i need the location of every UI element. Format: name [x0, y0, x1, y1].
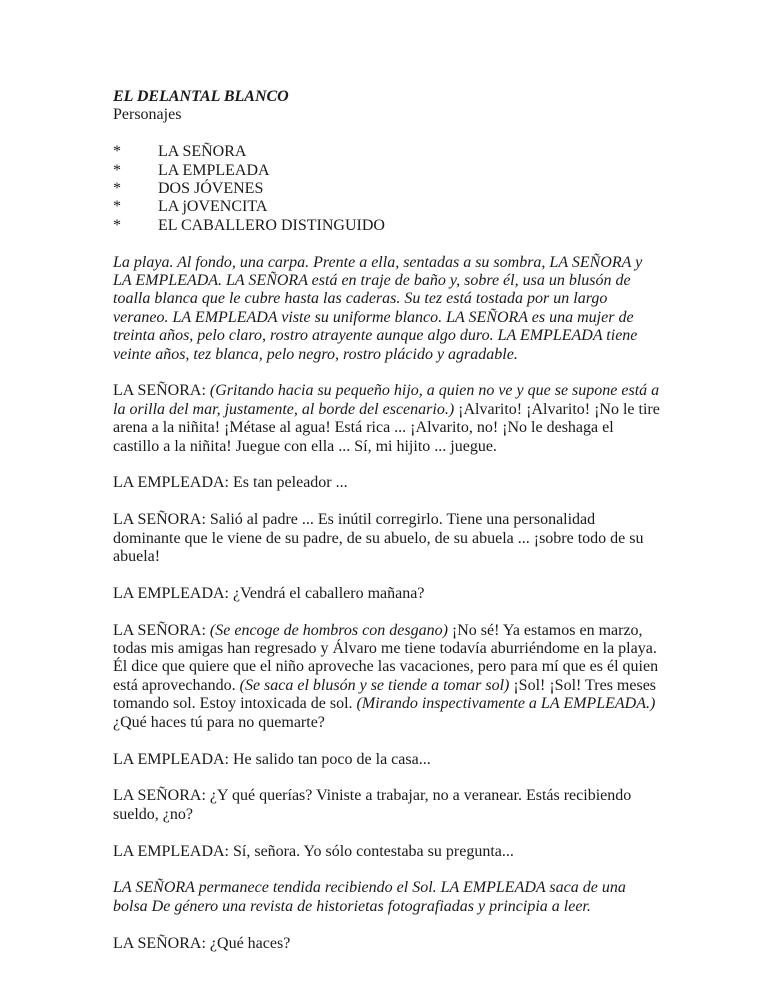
- speech: He salido tan poco de la casa...: [233, 750, 431, 768]
- stage-note: (Gritando hacia su pequeño hijo, a quien no ve y que se supone está a la orilla del mar, justamente, al borde del escenario.): [113, 382, 660, 418]
- cast-name: DOS JÓVENES: [158, 180, 264, 198]
- cast-item: [113, 143, 661, 161]
- cast-name: LA EMPLEADA: [158, 161, 270, 179]
- stage-direction: LA SEÑORA permanece tendida recibiendo el Sol. LA EMPLEADA saca de una bolsa De género una revista de historietas fotografiadas y principia a leer.: [113, 879, 626, 915]
- cast-name: LA SEÑORA: [158, 143, 247, 161]
- dialogue-line: [113, 843, 661, 861]
- speaker: LA SEÑORA:: [113, 787, 206, 805]
- speaker: LA SEÑORA:: [113, 934, 206, 952]
- speech: Sí, señora. Yo sólo contestaba su pregunta...: [233, 842, 514, 860]
- dialogue-line: [113, 787, 661, 824]
- cast-item: [113, 162, 661, 180]
- speech: Es tan peleador ...: [233, 474, 348, 492]
- dialogue-line: [113, 935, 661, 953]
- speech: ¡Sol! ¡Sol! Tres meses tomando sol. Estoy intoxicada de sol.: [113, 676, 657, 713]
- speech: ¿Vendrá el caballero mañana?: [233, 584, 425, 602]
- cast-name: EL CABALLERO DISTINGUIDO: [158, 216, 385, 234]
- play-title: EL DELANTAL BLANCO: [113, 88, 289, 105]
- speaker: LA EMPLEADA:: [113, 842, 229, 860]
- stage-note: (Mirando inspectivamente a LA EMPLEADA.): [356, 695, 656, 713]
- stage-note: (Se saca el blusón y se tiende a tomar sol): [239, 676, 510, 694]
- stage-note: (Se encoge de hombros con desgano): [209, 621, 448, 639]
- cast-name: LA jOVENCITA: [158, 198, 268, 216]
- cast-item: [113, 217, 661, 235]
- cast-item: [113, 198, 661, 216]
- speech: ¡Alvarito! ¡Alvarito! ¡No le tire arena a la niñita! ¡Métase al agua! Está rica ... ¡Alvarito, no! ¡No le deshaga el castillo a la niñita! Juegue con ella ... Sí, mi hijito ... juegue.: [113, 400, 660, 455]
- bullet-asterisk: *: [113, 180, 121, 198]
- stage-direction: La playa. Al fondo, una carpa. Prente a ella, sentadas a su sombra, LA SEÑORA y LA EMPLEADA. LA SEÑORA está en traje de baño y, sobre él, usa un blusón de toalla blanca que le cubre hasta las caderas. Su tez está tostada por un largo veraneo. LA EMPLEADA viste su uniforme blanco. LA SEÑORA es una mujer de treinta años, pelo claro, rostro atrayente aunque algo duro. LA EMPLEADA tiene veinte años, tez blanca, pelo negro, rostro plácido y agradable.: [113, 253, 643, 363]
- document-page: [113, 88, 661, 971]
- speaker: LA SEÑORA:: [113, 511, 206, 529]
- bullet-asterisk: *: [113, 161, 121, 179]
- bullet-asterisk: *: [113, 216, 121, 234]
- speech: ¡No sé! Ya estamos en marzo, todas mis amigas han regresado y Álvaro me tiene todavía aburriéndome en la playa. Él dice que quiere que el niño aproveche las vacaciones, pero para mí que es él quien está aprovechando.: [113, 621, 659, 694]
- cast-heading: Personajes: [113, 106, 182, 124]
- speech: ¿Qué haces?: [209, 934, 291, 952]
- speaker: LA SEÑORA:: [113, 621, 206, 639]
- speaker: LA EMPLEADA:: [113, 750, 229, 768]
- bullet-asterisk: *: [113, 143, 121, 161]
- dialogue-line: [113, 622, 661, 732]
- dialogue-line: [113, 511, 661, 566]
- dialogue-line: [113, 474, 661, 492]
- speech: ¿Qué haces tú para no quemarte?: [113, 713, 325, 731]
- dialogue-line: [113, 382, 661, 456]
- dialogue-line: [113, 751, 661, 769]
- speech: Salió al padre ... Es inútil corregirlo. Tiene una personalidad dominante que le viene de su padre, de su abuelo, de su abuela ... ¡sobre todo de su abuela!: [113, 511, 644, 566]
- speech: ¿Y qué querías? Viniste a trabajar, no a veranear. Estás recibiendo sueldo, ¿no?: [113, 787, 632, 823]
- dialogue-line: [113, 585, 661, 603]
- speaker: LA EMPLEADA:: [113, 474, 229, 492]
- bullet-asterisk: *: [113, 198, 121, 216]
- speaker: LA EMPLEADA:: [113, 584, 229, 602]
- cast-list: [113, 143, 661, 235]
- speaker: LA SEÑORA:: [113, 382, 206, 400]
- cast-item: [113, 180, 661, 198]
